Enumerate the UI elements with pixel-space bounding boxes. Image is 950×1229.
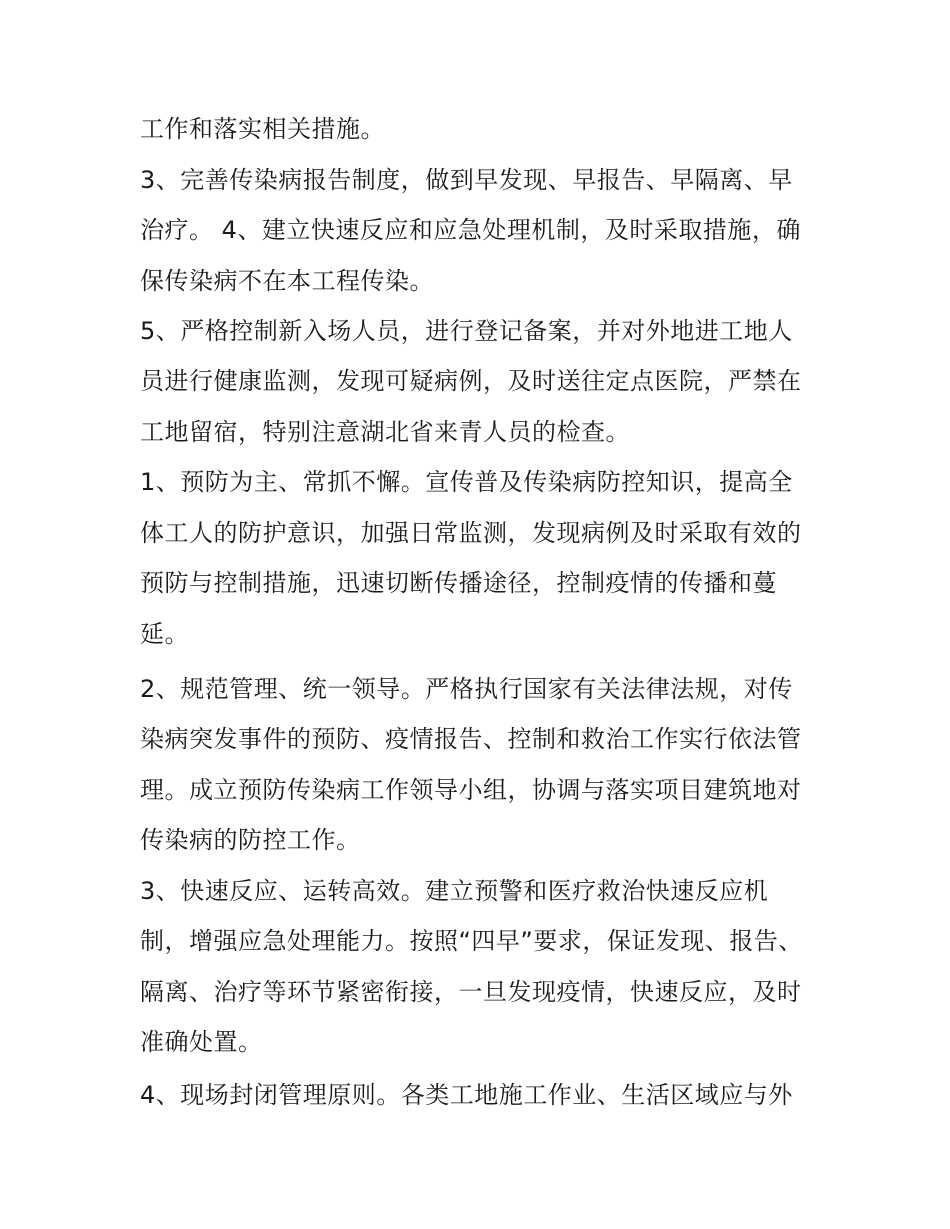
text-line: 治疗。 4、建立快速反应和应急处理机制，及时采取措施，确 — [140, 216, 801, 244]
text-line: 3、完善传染病报告制度，做到早发现、早报告、早隔离、早 — [140, 166, 793, 194]
text-line: 工作和落实相关措施。 — [140, 115, 385, 143]
text-line: 预防与控制措施，迅速切断传播途径，控制疫情的传播和蔓 — [140, 569, 777, 597]
text-line: 隔离、治疗等环节紧密衔接，一旦发现疫情，快速反应，及时 — [140, 978, 802, 1006]
text-line: 体工人的防护意识，加强日常监测，发现病例及时采取有效的 — [140, 519, 802, 547]
text-line: 4、现场封闭管理原则。各类工地施工作业、生活区域应与外 — [140, 1081, 793, 1109]
text-line: 延。 — [140, 620, 189, 648]
text-line: 制，增强应急处理能力。按照“四早”要求，保证发现、报告、 — [140, 927, 803, 955]
text-line: 工地留宿，特别注意湖北省来青人员的检查。 — [140, 418, 630, 446]
text-line: 传染病的防控工作。 — [140, 826, 361, 854]
text-line: 保传染病不在本工程传染。 — [140, 267, 434, 295]
text-line: 3、快速反应、运转高效。建立预警和医疗救治快速反应机 — [140, 877, 769, 905]
text-line: 5、严格控制新入场人员，进行登记备案，并对外地进工地人 — [140, 317, 793, 345]
text-line: 准确处置。 — [140, 1028, 263, 1056]
text-line: 2、规范管理、统一领导。严格执行国家有关法律法规，对传 — [140, 675, 793, 703]
text-line: 染病突发事件的预防、疫情报告、控制和救治工作实行依法管 — [140, 725, 802, 753]
text-line: 员进行健康监测，发现可疑病例，及时送往定点医院，严禁在 — [140, 367, 802, 395]
text-line: 理。成立预防传染病工作领导小组，协调与落实项目建筑地对 — [140, 776, 802, 804]
text-line: 1、预防为主、常抓不懈。宣传普及传染病防控知识，提高全 — [140, 468, 793, 496]
